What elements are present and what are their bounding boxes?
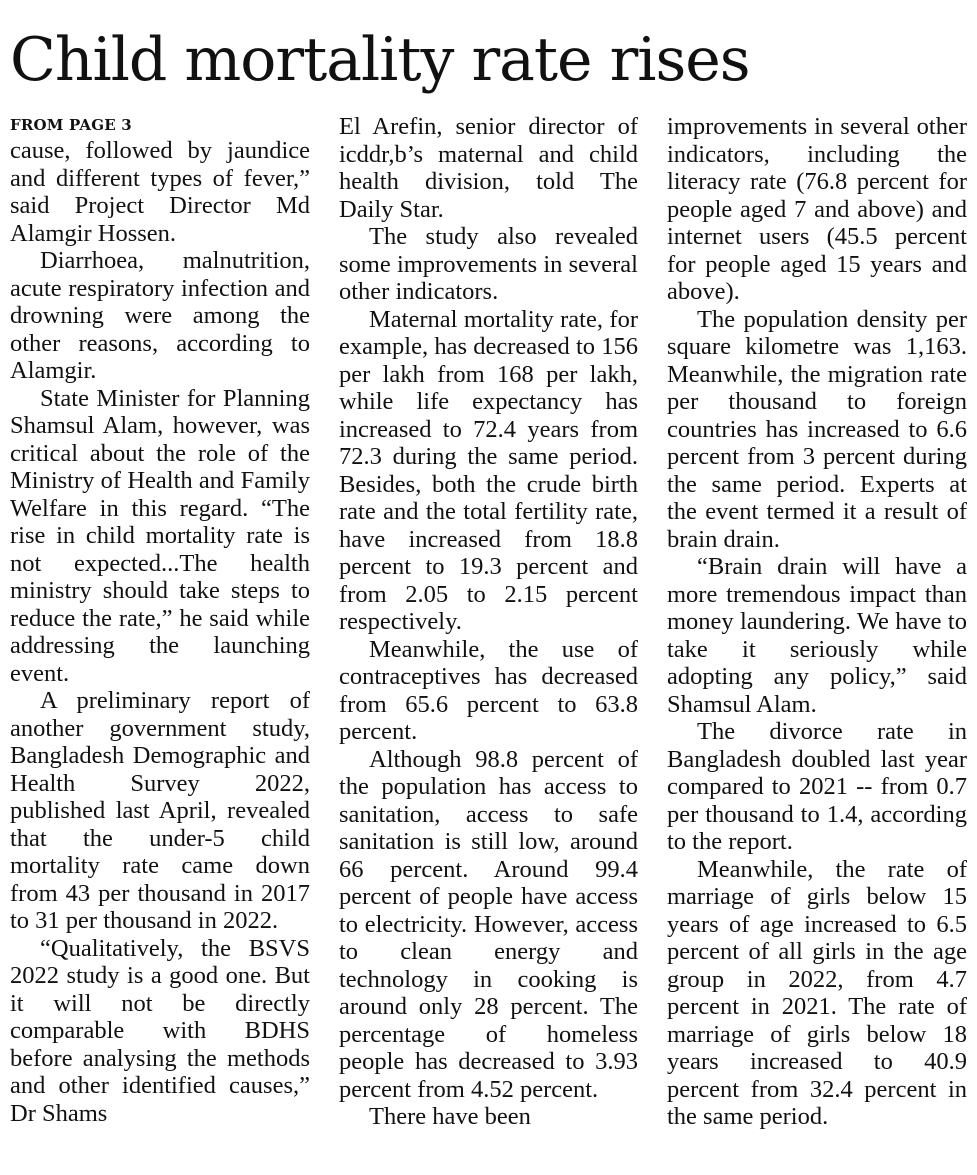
paragraph: The population density per square kilometre was 1,163. Meanwhile, the migration rate per thousand to foreign countries has increased to 6.6 percent from 3 percent during the same period. Experts at the event termed it a result of brain drain. — [667, 305, 967, 553]
paragraph: Meanwhile, the use of contraceptives has decreased from 65.6 percent to 63.8 percent. — [339, 635, 638, 745]
paragraph: State Minister for Planning Shamsul Alam, however, was critical about the role of the Ministry of Health and Family Welfare in this regard. “The rise in child mortality rate is not expected...The health ministry should take steps to reduce the rate,” he said while addressing the launching event. — [10, 384, 310, 687]
paragraph: A preliminary report of another government study, Bangladesh Demographic and Health Survey 2022, published last April, revealed that the under-5 child mortality rate came down from 43 per thousand in 2017 to 31 per thousand in 2022. — [10, 687, 310, 934]
paragraph: Although 98.8 percent of the population has access to sanitation, access to safe sanitation is still low, around 66 percent. Around 99.4 percent of people have access to electricity. However, access to clean energy and technology in cooking is around only 28 percent. The percentage of homeless people has decreased to 3.93 percent from 4.52 percent. — [339, 745, 638, 1103]
article-column-2 — [339, 113, 638, 1169]
paragraph: There have been — [369, 1103, 531, 1130]
article-column-1 — [10, 113, 310, 1169]
paragraph: Diarrhoea, malnutrition, acute respiratory infection and drowning were among the other reasons, according to Alamgir. — [10, 247, 310, 384]
paragraph: Maternal mortality rate, for example, has decreased to 156 per lakh from 168 per lakh, while life expectancy has increased to 72.4 years from 72.3 during the same period. Besides, both the crude birth rate and the total fertility rate, have increased from 18.8 percent to 19.3 percent and from 2.05 to 2.15 percent respectively. — [339, 305, 638, 635]
continued-from-label: FROM PAGE 3 — [10, 116, 132, 134]
paragraph: El Arefin, senior director of icddr,b’s maternal and child health division, told The Daily Star. — [339, 113, 638, 223]
article-column-3 — [667, 113, 967, 1169]
headline: Child mortality rate rises — [10, 25, 750, 95]
paragraph: The study also revealed some improvements in several other indicators. — [339, 223, 638, 305]
paragraph: The divorce rate in Bangladesh doubled last year compared to 2021 -- from 0.7 per thousand to 1.4, according to the report. — [667, 718, 967, 855]
paragraph: cause, followed by jaundice and different types of fever,” said Project Director Md Alamgir Hossen. — [10, 137, 310, 247]
paragraph: improvements in several other indicators, including the literacy rate (76.8 percent for people aged 7 and above) and internet users (45.5 percent for people aged 15 years and above). — [667, 113, 967, 305]
paragraph: “Brain drain will have a more tremendous impact than money laundering. We have to take it seriously while adopting any policy,” said Shamsul Alam. — [667, 553, 967, 718]
paragraph: Meanwhile, the rate of marriage of girls below 15 years of age increased to 6.5 percent of all girls in the age group in 2022, from 4.7 percent in 2021. The rate of marriage of girls below 18 years increased to 40.9 percent from 32.4 percent in the same period. — [667, 855, 967, 1130]
paragraph: “Qualitatively, the BSVS 2022 study is a good one. But it will not be directly comparable with BDHS before analysing the methods and other identified causes,” Dr Shams — [10, 934, 310, 1127]
